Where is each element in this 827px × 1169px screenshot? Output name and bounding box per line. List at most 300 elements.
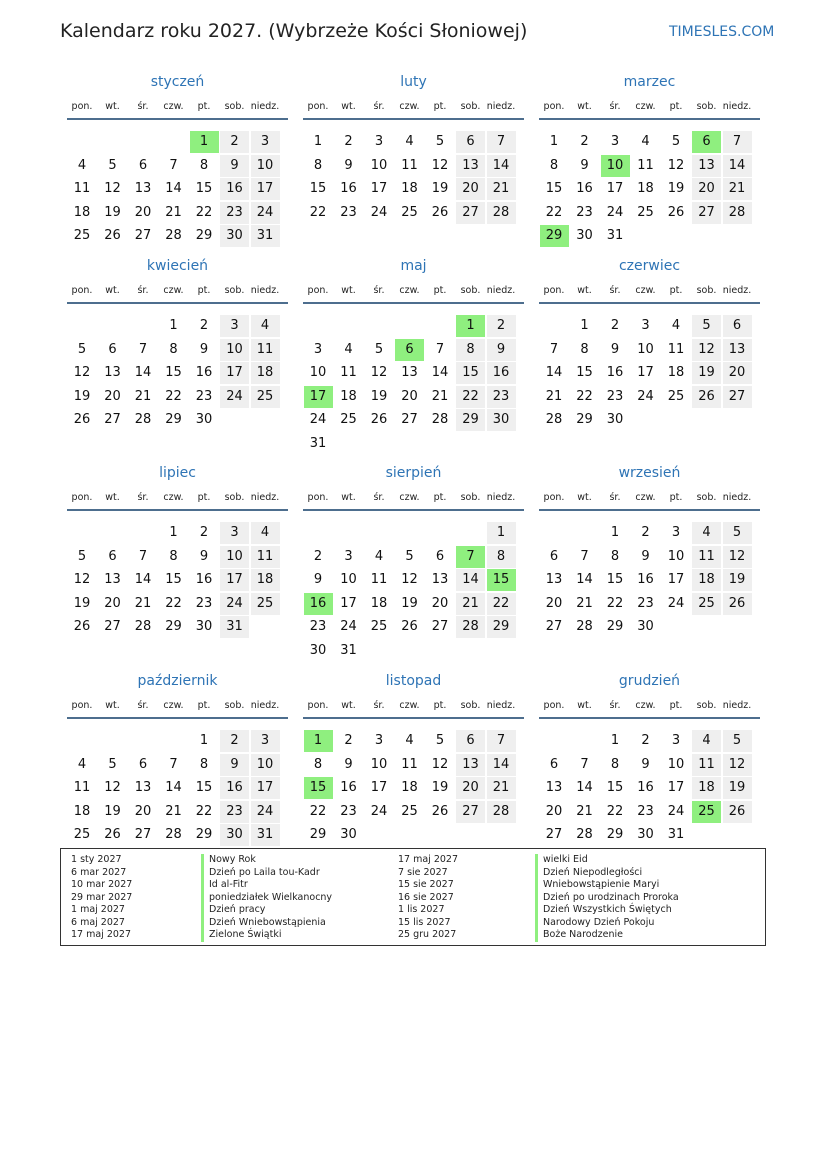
day-cell: 23 — [606, 388, 624, 404]
weekday-label: sob. — [460, 101, 481, 112]
holiday-date: 7 sie 2027 — [398, 866, 448, 878]
day-cell: 16 — [576, 181, 593, 196]
day-cell: 5 — [723, 522, 752, 544]
day-cell: 29 — [165, 619, 182, 634]
weekday-label: pon. — [307, 492, 329, 503]
weekday-label: czw. — [399, 700, 420, 711]
day-cell: 13 — [456, 155, 485, 177]
weekday-label: pon. — [543, 700, 565, 711]
day-cell: 20 — [692, 178, 721, 200]
day-cell: 13 — [545, 572, 563, 587]
day-cell: 2 — [313, 548, 323, 564]
day-cell: 5 — [435, 733, 445, 748]
day-cell: 4 — [692, 522, 721, 544]
day-cell: 23 — [637, 803, 654, 819]
weekday-label: sob. — [696, 492, 717, 503]
month-name: lipiec — [159, 465, 196, 481]
day-cell: 27 — [545, 827, 563, 842]
month-4 — [67, 257, 288, 456]
day-cell: 28 — [134, 412, 152, 427]
day-cell: 4 — [77, 157, 87, 173]
weekday-label: pt. — [433, 700, 447, 711]
day-cell: 2 — [199, 525, 209, 540]
weekday-label: czw. — [163, 101, 184, 112]
holiday-day-cell: 15 — [304, 777, 333, 799]
month-divider — [67, 118, 288, 120]
day-cell: 18 — [667, 365, 685, 380]
day-cell: 4 — [641, 134, 650, 149]
day-cell: 25 — [73, 228, 91, 243]
day-cell: 22 — [165, 388, 182, 404]
weekday-label: śr. — [137, 492, 149, 503]
day-cell: 17 — [606, 181, 624, 196]
day-cell: 21 — [545, 388, 563, 404]
day-cell: 17 — [220, 569, 249, 591]
day-cell: 13 — [104, 365, 121, 380]
weekday-label: sob. — [460, 285, 481, 296]
weekday-label: wt. — [577, 101, 592, 112]
holiday-name: Zielone Świątki — [201, 929, 281, 942]
day-cell: 17 — [370, 181, 388, 196]
weekday-label: śr. — [137, 700, 149, 711]
day-cell: 12 — [104, 181, 121, 196]
month-11 — [303, 672, 524, 871]
weekday-label: pt. — [669, 101, 683, 112]
day-cell: 29 — [165, 412, 182, 427]
weekday-label: czw. — [163, 285, 184, 296]
day-cell: 27 — [401, 412, 418, 427]
day-cell: 15 — [195, 780, 213, 795]
holiday-date: 6 maj 2027 — [71, 916, 125, 928]
day-cell: 2 — [610, 318, 620, 333]
day-cell: 23 — [487, 386, 516, 408]
day-cell: 16 — [195, 365, 213, 380]
day-cell: 18 — [401, 780, 418, 795]
day-cell: 13 — [431, 572, 449, 587]
day-cell: 21 — [576, 803, 593, 819]
day-cell: 6 — [138, 756, 148, 772]
holiday-name: Narodowy Dzień Pokoju — [535, 917, 654, 930]
day-cell: 30 — [195, 412, 213, 427]
month-name: grudzień — [618, 673, 681, 689]
day-cell: 22 — [606, 803, 624, 819]
holiday-name: poniedziałek Wielkanocny — [201, 892, 332, 905]
weekday-label: niedz. — [486, 285, 516, 296]
day-cell: 3 — [374, 134, 384, 149]
day-cell: 5 — [108, 157, 117, 173]
day-cell: 26 — [401, 619, 418, 634]
holiday-name: Dzień Wszystkich Świętych — [535, 904, 672, 917]
weekday-label: niedz. — [722, 285, 752, 296]
day-cell: 20 — [401, 388, 418, 404]
day-cell: 5 — [692, 315, 721, 337]
weekday-label: wt. — [341, 285, 356, 296]
month-2 — [303, 73, 524, 272]
holiday-name: Boże Narodzenie — [535, 929, 623, 942]
day-cell: 8 — [169, 341, 178, 357]
weekday-label: wt. — [105, 492, 120, 503]
day-cell: 1 — [487, 522, 516, 544]
weekday-label: niedz. — [250, 101, 280, 112]
day-cell: 30 — [576, 228, 593, 243]
holiday-day-cell: 15 — [487, 569, 516, 591]
holiday-day-cell: 16 — [304, 593, 333, 615]
weekday-label: pon. — [543, 285, 565, 296]
day-cell: 9 — [344, 157, 353, 173]
day-cell: 6 — [549, 548, 559, 564]
day-cell: 27 — [134, 228, 152, 243]
weekday-label: pt. — [669, 700, 683, 711]
day-cell: 22 — [195, 204, 213, 220]
day-cell: 15 — [165, 365, 182, 380]
weekday-label: czw. — [399, 492, 420, 503]
day-cell: 31 — [220, 616, 249, 638]
weekday-label: pon. — [307, 101, 329, 112]
weekday-label: śr. — [609, 285, 621, 296]
day-cell: 28 — [576, 619, 593, 634]
day-cell: 10 — [667, 756, 685, 772]
month-divider — [67, 717, 288, 719]
holiday-name: Dzień Niepodległości — [535, 867, 642, 880]
day-cell: 7 — [580, 756, 589, 772]
day-cell: 21 — [487, 777, 516, 799]
day-cell: 22 — [309, 204, 327, 220]
month-divider — [303, 118, 524, 120]
weekday-label: śr. — [137, 285, 149, 296]
day-cell: 27 — [545, 619, 563, 634]
day-cell: 27 — [692, 202, 721, 224]
weekday-label: wt. — [341, 101, 356, 112]
day-cell: 16 — [195, 572, 213, 587]
weekday-label: pon. — [71, 101, 93, 112]
day-cell: 21 — [134, 388, 152, 404]
holiday-name: Dzień po Laila tou-Kadr — [201, 867, 320, 880]
holiday-name: Nowy Rok — [201, 854, 256, 867]
holiday-day-cell: 6 — [395, 339, 424, 361]
weekday-label: sob. — [460, 700, 481, 711]
day-cell: 28 — [165, 827, 182, 842]
day-cell: 22 — [195, 803, 213, 819]
weekday-label: wt. — [577, 492, 592, 503]
day-cell: 4 — [77, 756, 87, 772]
day-cell: 10 — [340, 572, 357, 587]
weekday-label: sob. — [696, 700, 717, 711]
day-cell: 12 — [692, 339, 721, 361]
holiday-date: 1 lis 2027 — [398, 904, 445, 915]
month-name: sierpień — [385, 465, 442, 481]
day-cell: 28 — [723, 202, 752, 224]
day-cell: 26 — [692, 386, 721, 408]
day-cell: 16 — [637, 780, 654, 795]
day-cell: 29 — [195, 827, 213, 842]
holiday-day-cell: 1 — [190, 131, 219, 153]
day-cell: 25 — [340, 412, 357, 427]
weekday-label: niedz. — [250, 700, 280, 711]
month-divider — [539, 118, 760, 120]
weekday-label: sob. — [224, 700, 245, 711]
day-cell: 23 — [340, 803, 357, 819]
weekday-label: śr. — [609, 101, 621, 112]
day-cell: 16 — [487, 362, 516, 384]
weekday-label: pon. — [307, 700, 329, 711]
day-cell: 27 — [104, 412, 121, 427]
day-cell: 6 — [456, 730, 485, 752]
day-cell: 15 — [309, 181, 327, 196]
day-cell: 27 — [723, 386, 752, 408]
day-cell: 3 — [641, 318, 650, 333]
day-cell: 14 — [576, 780, 593, 795]
day-cell: 22 — [309, 803, 327, 819]
day-cell: 12 — [723, 546, 752, 568]
day-cell: 6 — [456, 131, 485, 153]
day-cell: 30 — [220, 225, 249, 247]
day-cell: 25 — [370, 619, 388, 634]
day-cell: 15 — [606, 572, 624, 587]
day-cell: 6 — [108, 548, 117, 564]
weekday-label: śr. — [609, 492, 621, 503]
holiday-day-cell: 1 — [456, 315, 485, 337]
month-divider — [303, 509, 524, 511]
weekday-label: pt. — [433, 101, 447, 112]
day-cell: 12 — [73, 365, 91, 380]
month-name: marzec — [623, 74, 676, 90]
weekday-label: śr. — [373, 285, 385, 296]
holiday-date: 1 maj 2027 — [71, 904, 125, 915]
weekday-label: czw. — [399, 101, 420, 112]
month-6 — [539, 257, 760, 456]
day-cell: 13 — [104, 572, 121, 587]
day-cell: 24 — [340, 619, 357, 634]
day-cell: 26 — [431, 803, 449, 819]
day-cell: 7 — [487, 131, 516, 153]
weekday-label: czw. — [163, 700, 184, 711]
day-cell: 31 — [251, 225, 280, 247]
day-cell: 15 — [576, 365, 593, 380]
day-cell: 19 — [104, 803, 121, 819]
holiday-date: 17 maj 2027 — [71, 929, 132, 940]
day-cell: 2 — [580, 134, 589, 149]
month-divider — [303, 717, 524, 719]
day-cell: 23 — [195, 595, 213, 611]
day-cell: 2 — [344, 733, 353, 748]
day-cell: 21 — [456, 593, 485, 615]
day-cell: 17 — [251, 777, 280, 799]
day-cell: 27 — [134, 827, 152, 842]
day-cell: 30 — [637, 619, 654, 634]
day-cell: 10 — [251, 155, 280, 177]
day-cell: 24 — [667, 595, 685, 611]
day-cell: 22 — [545, 204, 563, 220]
day-cell: 8 — [549, 157, 559, 173]
day-cell: 11 — [667, 341, 685, 357]
weekday-label: pt. — [197, 285, 211, 296]
day-cell: 30 — [340, 827, 357, 842]
weekday-label: czw. — [635, 492, 656, 503]
day-cell: 25 — [251, 386, 280, 408]
day-cell: 31 — [667, 827, 685, 842]
day-cell: 7 — [580, 548, 589, 564]
weekday-label: czw. — [399, 285, 420, 296]
weekday-label: sob. — [696, 101, 717, 112]
day-cell: 14 — [487, 754, 516, 776]
day-cell: 24 — [220, 593, 249, 615]
day-cell: 30 — [195, 619, 213, 634]
day-cell: 17 — [667, 780, 685, 795]
day-cell: 23 — [576, 204, 593, 220]
day-cell: 5 — [405, 548, 414, 564]
weekday-label: czw. — [635, 285, 656, 296]
day-cell: 8 — [199, 756, 209, 772]
day-cell: 9 — [487, 339, 516, 361]
day-cell: 25 — [401, 204, 418, 220]
brand-link[interactable]: TIMESLES.COM — [669, 24, 775, 40]
holiday-name: Id al-Fitr — [201, 879, 248, 892]
holiday-name: Wniebowstąpienie Maryi — [535, 879, 659, 892]
day-cell: 5 — [435, 134, 445, 149]
day-cell: 9 — [641, 756, 650, 772]
day-cell: 6 — [723, 315, 752, 337]
day-cell: 1 — [580, 318, 589, 333]
day-cell: 25 — [667, 388, 685, 404]
day-cell: 3 — [220, 315, 249, 337]
holiday-legend — [60, 848, 766, 946]
day-cell: 16 — [340, 780, 357, 795]
day-cell: 13 — [692, 155, 721, 177]
day-cell: 20 — [104, 388, 121, 404]
day-cell: 20 — [456, 777, 485, 799]
day-cell: 20 — [456, 178, 485, 200]
day-cell: 21 — [487, 178, 516, 200]
day-cell: 10 — [220, 339, 249, 361]
day-cell: 2 — [641, 525, 650, 540]
day-cell: 14 — [545, 365, 563, 380]
day-cell: 20 — [104, 595, 121, 611]
day-cell: 3 — [671, 733, 681, 748]
day-cell: 11 — [73, 181, 91, 196]
weekday-label: niedz. — [250, 492, 280, 503]
day-cell: 26 — [73, 412, 91, 427]
day-cell: 26 — [104, 827, 121, 842]
holiday-day-cell: 25 — [692, 801, 721, 823]
day-cell: 8 — [456, 339, 485, 361]
day-cell: 30 — [487, 409, 516, 431]
weekday-label: sob. — [460, 492, 481, 503]
day-cell: 8 — [610, 756, 620, 772]
weekday-label: śr. — [137, 101, 149, 112]
day-cell: 9 — [220, 754, 249, 776]
weekday-label: wt. — [105, 700, 120, 711]
weekday-label: pon. — [307, 285, 329, 296]
day-cell: 30 — [606, 412, 624, 427]
day-cell: 9 — [313, 572, 323, 587]
day-cell: 4 — [405, 134, 414, 149]
month-10 — [67, 672, 288, 871]
month-divider — [303, 302, 524, 304]
holiday-name: wielki Eid — [535, 854, 588, 867]
day-cell: 3 — [344, 548, 353, 564]
holiday-date: 6 mar 2027 — [71, 866, 127, 878]
holiday-day-cell: 6 — [692, 131, 721, 153]
month-8 — [303, 464, 524, 663]
holiday-day-cell: 17 — [304, 386, 333, 408]
day-cell: 6 — [108, 341, 117, 357]
month-divider — [67, 302, 288, 304]
day-cell: 14 — [134, 572, 152, 587]
month-name: maj — [400, 258, 427, 274]
day-cell: 28 — [456, 616, 485, 638]
day-cell: 18 — [340, 388, 357, 404]
day-cell: 24 — [309, 412, 327, 427]
day-cell: 19 — [73, 388, 91, 404]
day-cell: 17 — [370, 780, 388, 795]
day-cell: 11 — [401, 157, 418, 173]
day-cell: 4 — [344, 341, 353, 357]
day-cell: 2 — [641, 733, 650, 748]
day-cell: 8 — [610, 548, 620, 564]
day-cell: 2 — [344, 134, 353, 149]
day-cell: 29 — [456, 409, 485, 431]
day-cell: 11 — [401, 756, 418, 772]
day-cell: 19 — [431, 780, 449, 795]
day-cell: 28 — [576, 827, 593, 842]
weekday-label: pon. — [543, 101, 565, 112]
day-cell: 30 — [309, 642, 327, 658]
day-cell: 19 — [431, 181, 449, 196]
day-cell: 4 — [405, 733, 414, 748]
day-cell: 18 — [251, 569, 280, 591]
day-cell: 11 — [637, 157, 654, 173]
weekday-label: niedz. — [486, 700, 516, 711]
page-title: Kalendarz roku 2027. (Wybrzeże Kości Słoniowej) — [60, 20, 528, 42]
day-cell: 4 — [374, 548, 384, 564]
day-cell: 24 — [667, 803, 685, 819]
day-cell: 4 — [671, 318, 681, 333]
day-cell: 26 — [431, 204, 449, 220]
month-divider — [539, 509, 760, 511]
day-cell: 26 — [667, 204, 685, 220]
day-cell: 29 — [487, 616, 516, 638]
weekday-label: wt. — [105, 101, 120, 112]
day-cell: 16 — [220, 777, 249, 799]
day-cell: 3 — [671, 525, 681, 540]
day-cell: 23 — [340, 204, 357, 220]
day-cell: 12 — [73, 572, 91, 587]
day-cell: 12 — [431, 756, 449, 772]
day-cell: 1 — [610, 733, 620, 748]
weekday-label: niedz. — [250, 285, 280, 296]
day-cell: 26 — [723, 801, 752, 823]
day-cell: 12 — [370, 365, 388, 380]
day-cell: 9 — [344, 756, 353, 772]
weekday-label: sob. — [224, 492, 245, 503]
day-cell: 26 — [370, 412, 388, 427]
day-cell: 7 — [435, 341, 445, 357]
month-5 — [303, 257, 524, 456]
day-cell: 4 — [251, 522, 280, 544]
weekday-label: sob. — [224, 285, 245, 296]
day-cell: 21 — [165, 204, 182, 220]
day-cell: 8 — [199, 157, 209, 173]
day-cell: 10 — [667, 548, 685, 564]
day-cell: 17 — [667, 572, 685, 587]
day-cell: 29 — [606, 827, 624, 842]
day-cell: 28 — [431, 412, 449, 427]
day-cell: 19 — [723, 777, 752, 799]
day-cell: 5 — [723, 730, 752, 752]
day-cell: 6 — [435, 548, 445, 564]
day-cell: 16 — [606, 365, 624, 380]
day-cell: 5 — [108, 756, 117, 772]
